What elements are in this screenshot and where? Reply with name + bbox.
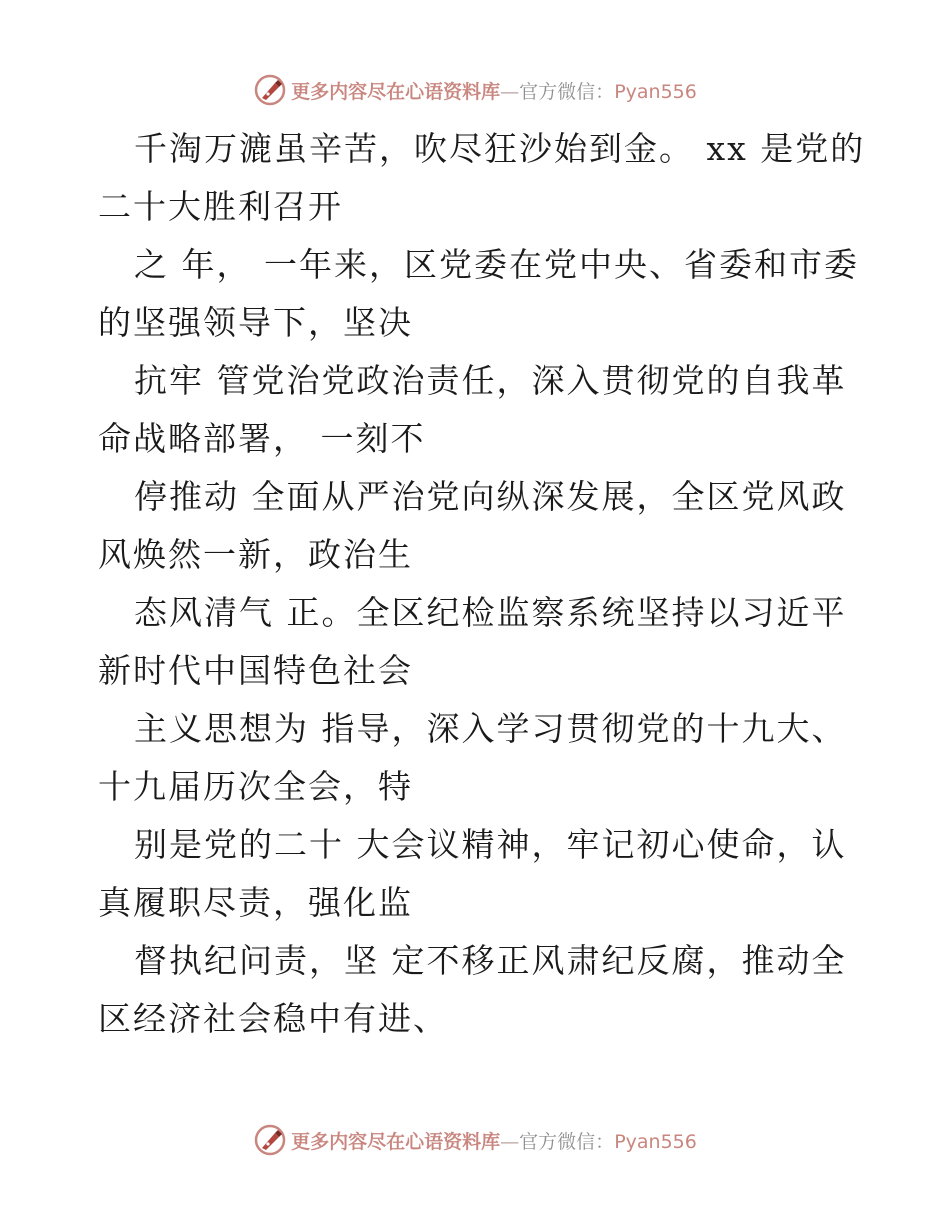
paragraph-line: 二十大胜利召开 bbox=[98, 187, 343, 226]
paragraph bbox=[98, 120, 866, 236]
paragraph-line: 命战略部署， 一刻不 bbox=[98, 419, 426, 458]
pen-nib-seal-icon bbox=[253, 1123, 287, 1157]
paragraph-line: 督执纪问责，坚 定不移正风肃纪反腐，推动全 bbox=[134, 941, 847, 980]
document-body bbox=[98, 120, 866, 1048]
paragraph-line: 之 年， 一年来，区党委在党中央、省委和市委 bbox=[134, 245, 859, 284]
paragraph-line: 停推动 全面从严治党向纵深发展，全区党风政 bbox=[134, 477, 847, 516]
paragraph bbox=[98, 468, 858, 584]
watermark-wechat-label: 官方微信： bbox=[519, 80, 615, 103]
paragraph bbox=[98, 584, 858, 700]
watermark-wechat-label: 官方微信： bbox=[519, 1130, 615, 1153]
paragraph-line: 别是党的二十 大会议精神，牢记初心使命，认 bbox=[134, 825, 847, 864]
paragraph bbox=[98, 700, 858, 816]
paragraph-line: 真履职尽责，强化监 bbox=[98, 883, 413, 922]
paragraph-line: 区经济社会稳中有进、 bbox=[98, 999, 448, 1038]
paragraph-line: 新时代中国特色社会 bbox=[98, 651, 413, 690]
paragraph-line: 抗牢 管党治党政治责任，深入贯彻党的自我革 bbox=[134, 361, 847, 400]
paragraph-line: 十九届历次全会，特 bbox=[98, 767, 413, 806]
paragraph-line: 的坚强领导下，坚决 bbox=[98, 303, 413, 342]
watermark-text bbox=[291, 77, 697, 104]
watermark-dash: — bbox=[500, 1130, 520, 1153]
paragraph bbox=[98, 932, 858, 1048]
paragraph bbox=[98, 236, 858, 352]
footer-watermark-banner bbox=[0, 1120, 950, 1160]
watermark-wechat-id: Pyan556 bbox=[614, 1130, 697, 1153]
header-watermark-banner bbox=[0, 70, 950, 110]
watermark-site-text: 更多内容尽在心语资料库 bbox=[291, 80, 501, 103]
paragraph-line: 风焕然一新，政治生 bbox=[98, 535, 413, 574]
paragraph bbox=[98, 816, 858, 932]
watermark-dash: — bbox=[500, 80, 520, 103]
paragraph bbox=[98, 352, 858, 468]
watermark-wechat-id: Pyan556 bbox=[614, 80, 697, 103]
watermark-text bbox=[291, 1127, 697, 1154]
paragraph-line: 主义思想为 指导，深入学习贯彻党的十九大、 bbox=[134, 709, 847, 748]
pen-nib-seal-icon bbox=[253, 73, 287, 107]
paragraph-line: 千淘万漉虽辛苦，吹尽狂沙始到金。 xx 是党的 bbox=[134, 129, 866, 168]
paragraph-line: 态风清气 正。全区纪检监察系统坚持以习近平 bbox=[134, 593, 847, 632]
watermark-site-text: 更多内容尽在心语资料库 bbox=[291, 1130, 501, 1153]
